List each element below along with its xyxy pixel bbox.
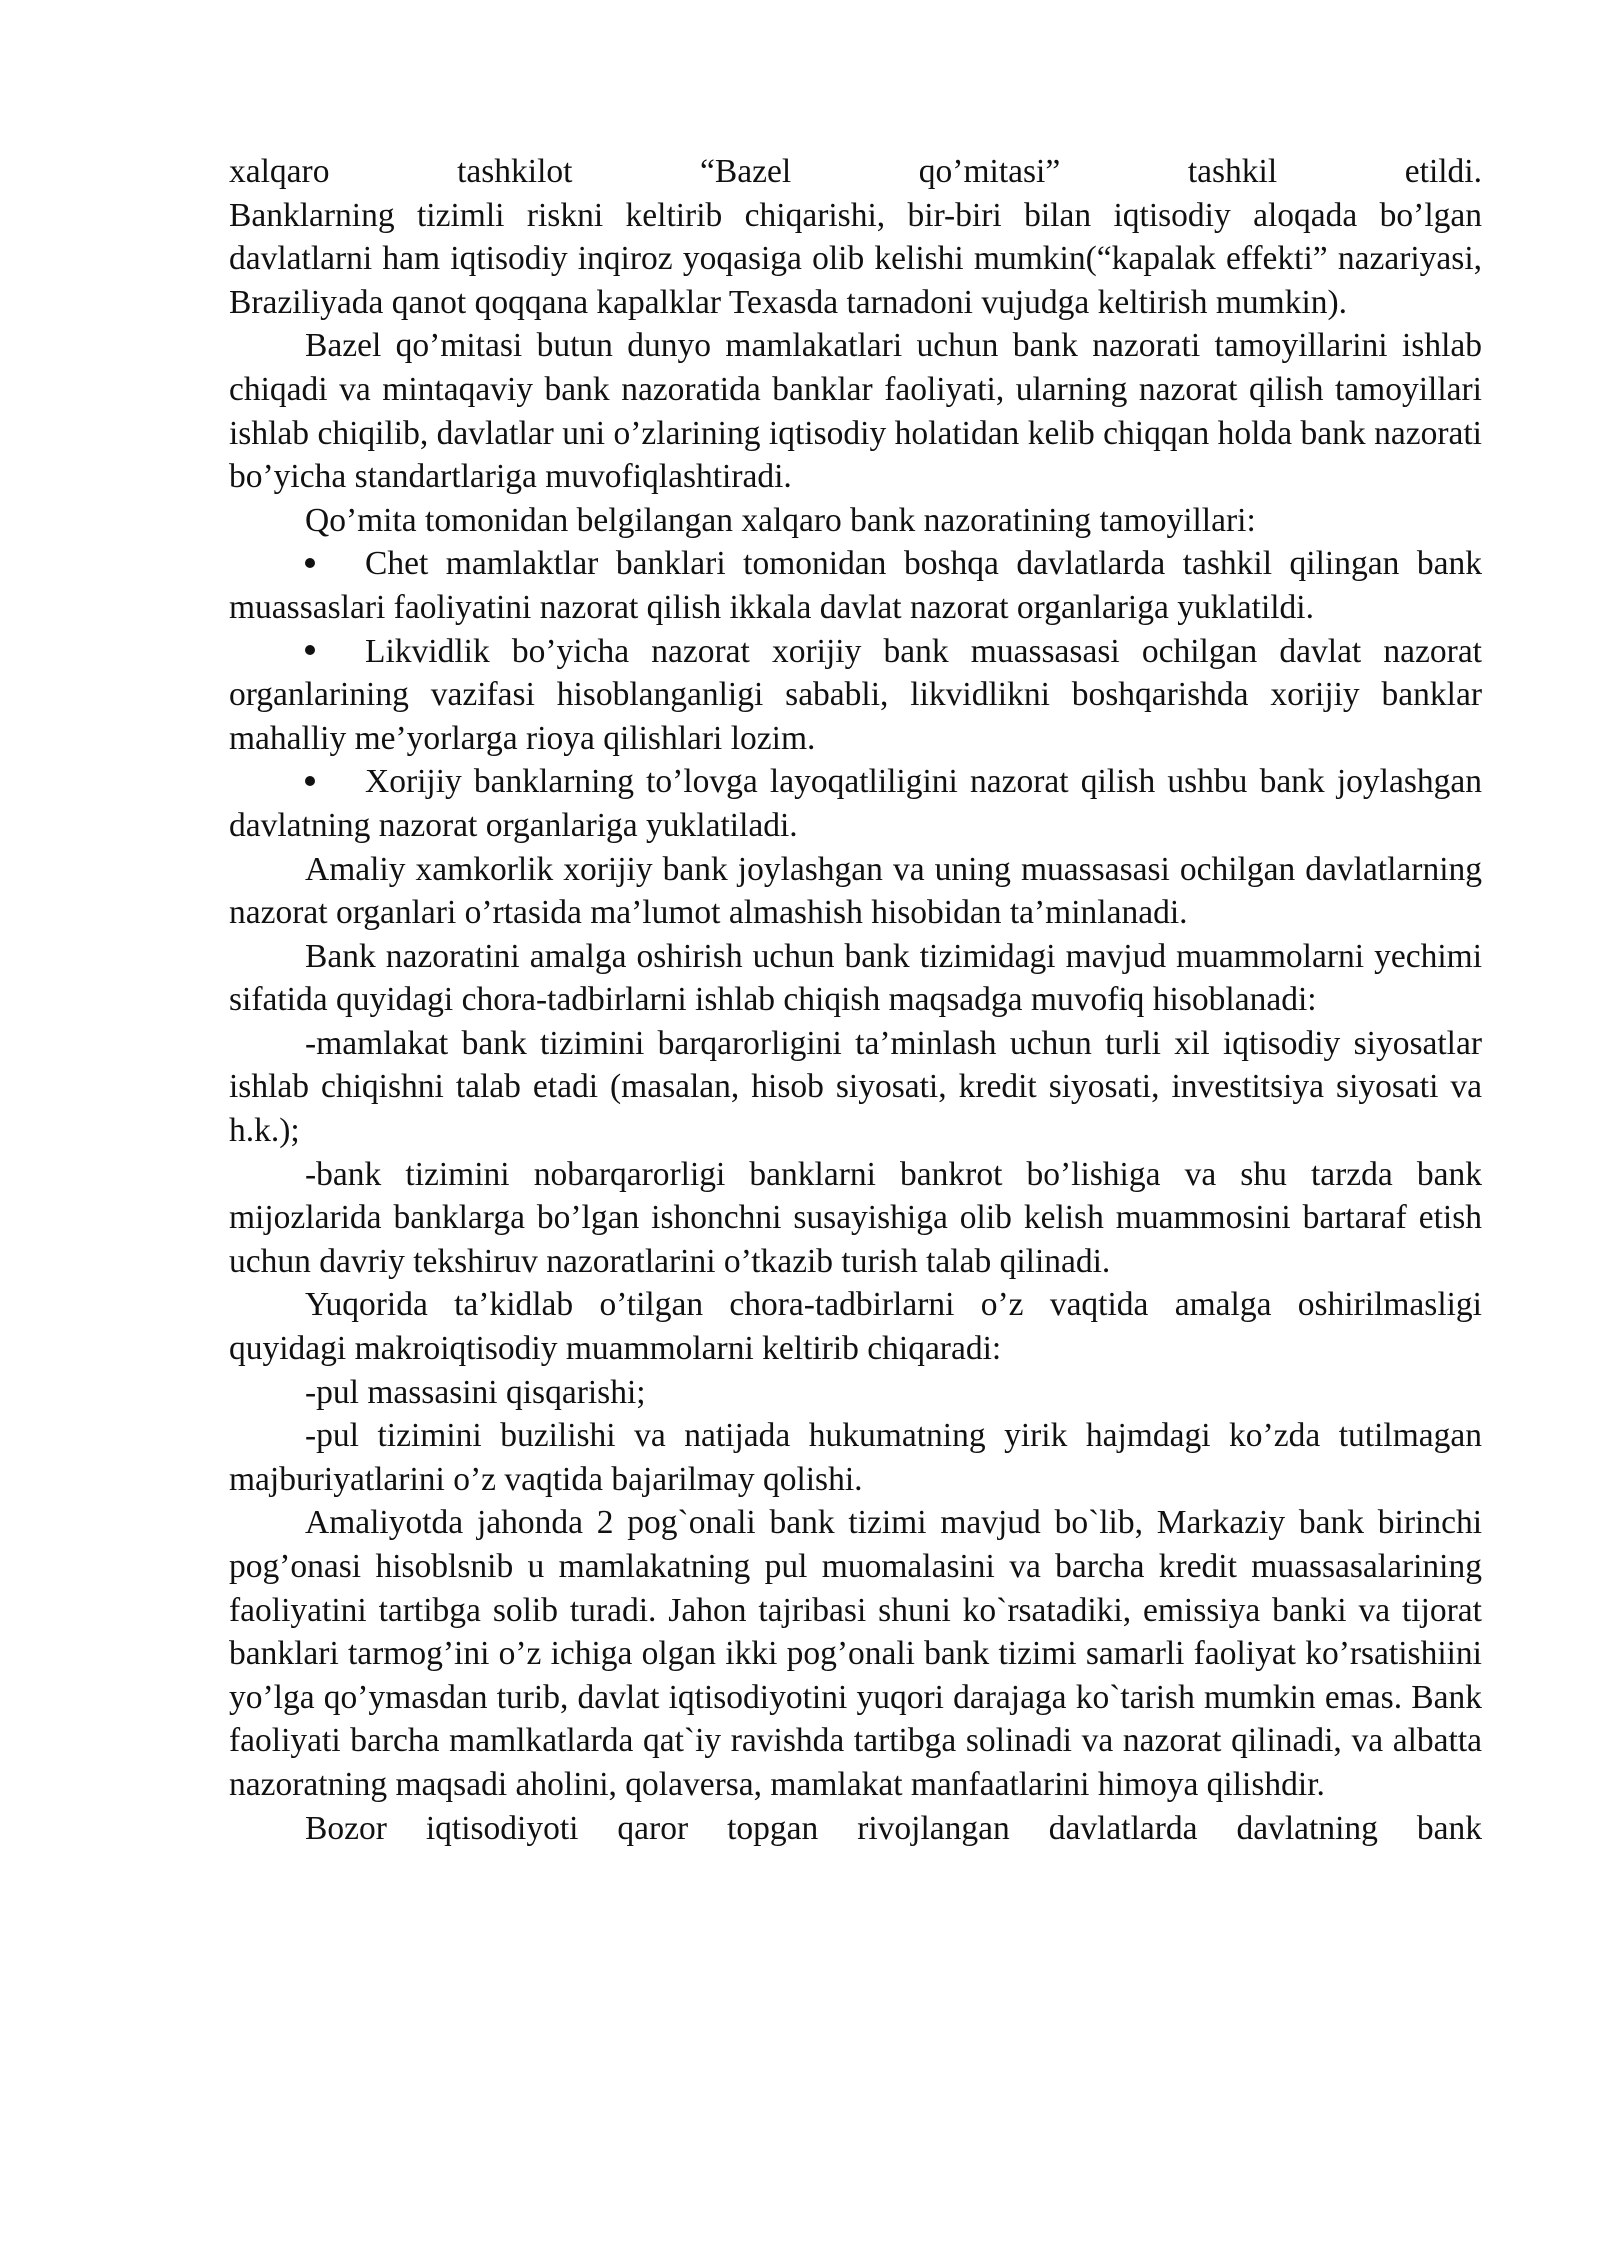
bullet-text: Xorijiy banklarning to’lovga layoqatliligini nazorat qilish ushbu bank joylashgan davlatning nazorat organlariga yuklatiladi.	[229, 763, 1482, 844]
paragraph-butterfly-effect: Banklarning tizimli riskni keltirib chiqarishi, bir-biri bilan iqtisodiy aloqada bo’lgan davlatlarni ham iqtisodiy inqiroz yoqasiga olib kelishi mumkin(“kapalak effekti” nazariyasi, Braziliyada qanot qoqqana kapalklar Texasda tarnadoni vujudga keltirish mumkin).	[229, 196, 1482, 321]
paragraph-problem-monetary-system: -pul tizimini buzilishi va natijada hukumatning yirik hajmdagi ko’zda tutilmagan majburiyatlarini o’z vaqtida bajarilmay qolishi.	[229, 1417, 1482, 1498]
bullet-item	[229, 630, 1482, 761]
paragraph-basel-committee: Bazel qo’mitasi butun dunyo mamlakatlari uchun bank nazorati tamoyillarini ishlab chiqadi va mintaqaviy bank nazoratida banklar faoliyati, ularning nazorat qilish tamoyillari ishlab chiqilib, davlatlar uni o’zlarining iqtisodiy holatidan kelib chiqqan holda bank nazorati bo’yicha standartlariga muvofiqlashtiradi.	[229, 327, 1482, 496]
paragraph-continuation-line: xalqaro tashkilot “Bazel qo’mitasi” tashkil etildi.	[229, 153, 1482, 190]
paragraph-measure-inspections: -bank tizimini nobarqarorligi banklarni bankrot bo’lishiga va shu tarzda bank mijozlarida banklarga bo’lgan ishonchni susayishiga olib kelish muammosini bartaraf etish uchun davriy tekshiruv nazoratlarini o’tkazib turish talab qilinadi.	[229, 1155, 1482, 1280]
bullet-text: Likvidlik bo’yicha nazorat xorijiy bank muassasasi ochilgan davlat nazorat organlarining vazifasi hisoblanganligi sababli, likvidlikni boshqarishda xorijiy banklar mahalliy me’yorlarga rioya qilishlari lozim.	[229, 632, 1482, 757]
bullet-item	[229, 760, 1482, 847]
paragraph-measure-policies: -mamlakat bank tizimini barqarorligini ta’minlash uchun turli xil iqtisodiy siyosatlar ishlab chiqishni talab etadi (masalan, hisob siyosati, kredit siyosati, investitsiya siyosati va h.k.);	[229, 1024, 1482, 1150]
paragraph-market-economy: Bozor iqtisodiyoti qaror topgan rivojlangan davlatlarda davlatning bank	[305, 1809, 1482, 1847]
paragraph-measures-intro: Bank nazoratini amalga oshirish uchun bank tizimidagi mavjud muammolarni yechimi sifatida quyidagi chora-tadbirlarni ishlab chiqish maqsadga muvofiq hisoblanadi:	[229, 937, 1482, 1019]
paragraph-principles-intro: Qo’mita tomonidan belgilangan xalqaro bank nazoratining tamoyillari:	[305, 501, 1256, 539]
paragraph-two-tier-system: Amaliyotda jahonda 2 pog`onali bank tizimi mavjud bo`lib, Markaziy bank birinchi pog’onasi hisoblsnib u mamlakatning pul muomalasini va barcha kredit muassasalarining faoliyatini tartibga solib turadi. Jahon tajribasi shuni ko`rsatadiki, emissiya banki va tijorat banklari tarmog’ini o’z ichiga olgan ikki pog’onali bank tizimi samarli faoliyat ko’rsatishiini yo’lga qo’ymasdan turib, davlat iqtisodiyotini yuqori darajaga ko`tarish mumkin emas. Bank faoliyati barcha mamlkatlarda qat`iy ravishda tartibga solinadi va nazorat qilinadi, va albatta nazoratning maqsadi aholini, qolaversa, mamlakat manfaatlarini himoya qilishdir.	[229, 1504, 1482, 1803]
bullet-item	[229, 542, 1482, 629]
document-page	[229, 150, 1482, 1850]
bullet-text: Chet mamlaktlar banklari tomonidan boshqa davlatlarda tashkil qilingan bank muassaslari faoliyatini nazorat qilish ikkala davlat nazorat organlariga yuklatildi.	[229, 545, 1482, 626]
paragraph-problems-intro: Yuqorida ta’kidlab o’tilgan chora-tadbirlarni o’z vaqtida amalga oshirilmasligi quyidagi makroiqtisodiy muammolarni keltirib chiqaradi:	[229, 1286, 1482, 1368]
paragraph-cooperation: Amaliy xamkorlik xorijiy bank joylashgan va uning muassasasi ochilgan davlatlarning nazorat organlari o’rtasida ma’lumot almashish hisobidan ta’minlanadi.	[229, 850, 1482, 932]
paragraph-problem-money-supply: -pul massasini qisqarishi;	[305, 1373, 646, 1411]
